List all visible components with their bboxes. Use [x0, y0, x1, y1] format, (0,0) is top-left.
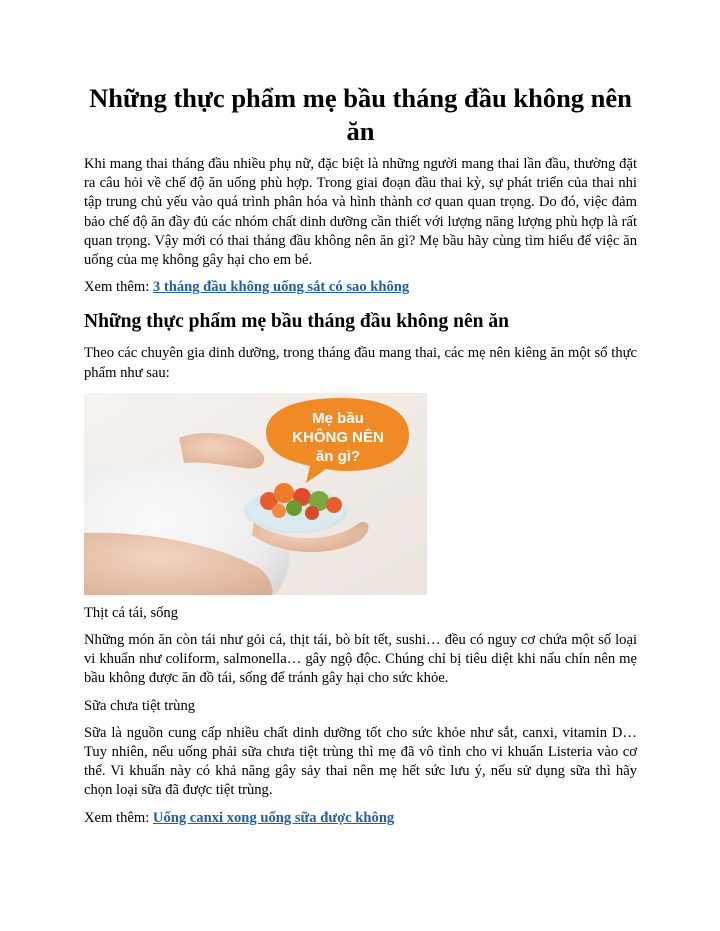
section-intro-paragraph: Theo các chuyên gia dinh dưỡng, trong tháng đầu mang thai, các mẹ nên kiêng ăn một số thực phẩm như sau:: [84, 345, 637, 381]
item2-title: Sữa chưa tiệt trùng: [84, 697, 196, 714]
item2-body: Sữa là nguồn cung cấp nhiều chất dinh dưỡng tốt cho sức khỏe như sắt, canxi, vitamin D… Tuy nhiên, nếu uống phải sữa chưa tiệt trùng thì mẹ đã vô tình cho vi khuẩn Listeria vào cơ thể. Vi khuẩn này có khả năng gây sảy thai nên mẹ hết sức lưu ý, nếu sử dụng sữa thì hãy chọn loại sữa đã được tiệt trùng.: [84, 724, 637, 799]
bubble-text-line1: Mẹ bầu: [312, 409, 364, 427]
section-heading: Những thực phẩm mẹ bầu tháng đầu không nên ăn: [84, 311, 509, 333]
pregnant-woman-salad-image: [84, 393, 427, 595]
article-title: Những thực phẩm mẹ bầu tháng đầu không nên ăn: [89, 83, 632, 146]
see-also-2-prefix: Xem thêm:: [84, 809, 153, 826]
document-page: [84, 82, 637, 828]
see-also-1-link[interactable]: 3 tháng đầu không uống sắt có sao không: [152, 279, 410, 296]
see-also-1-prefix: Xem thêm:: [84, 279, 153, 296]
illustration: [84, 393, 427, 595]
bubble-text-line3: ăn gì?: [315, 447, 361, 465]
intro-paragraph: Khi mang thai tháng đầu nhiều phụ nữ, đặc biệt là những người mang thai lần đầu, thường đặt ra câu hỏi về chế độ ăn uống phù hợp. Trong giai đoạn đầu thai kỳ, sự phát triển của thai nhi tập trung chủ yếu vào quá trình phân hóa và hình thành cơ quan quan trọng. Do đó, việc đảm bảo chế độ ăn đầy đủ các nhóm chất dinh dưỡng cần thiết với lượng năng lượng phù hợp là rất quan trọng. Vậy mới có thai tháng đầu không nên ăn gì? Mẹ bầu hãy cùng tìm hiểu để việc ăn uống của mẹ không gây hại cho em bé.: [84, 156, 637, 269]
bubble-text-line2: KHÔNG NÊN: [292, 428, 384, 446]
see-also-2-link[interactable]: Uống canxi xong uống sữa được không: [152, 809, 395, 826]
item1-title: Thịt cá tái, sống: [84, 604, 179, 621]
see-also-2: [84, 809, 637, 828]
item1-body: Những món ăn còn tái như gỏi cá, thịt tái, bò bít tết, sushi… đều có nguy cơ chứa một số loại vi khuẩn như coliform, salmonella… gây ngộ độc. Chúng chỉ bị tiêu diệt khi nấu chín nên mẹ bầu không được ăn đồ tái, sống để tránh gây hại cho sức khỏe.: [84, 632, 637, 687]
see-also-1: [84, 278, 637, 297]
